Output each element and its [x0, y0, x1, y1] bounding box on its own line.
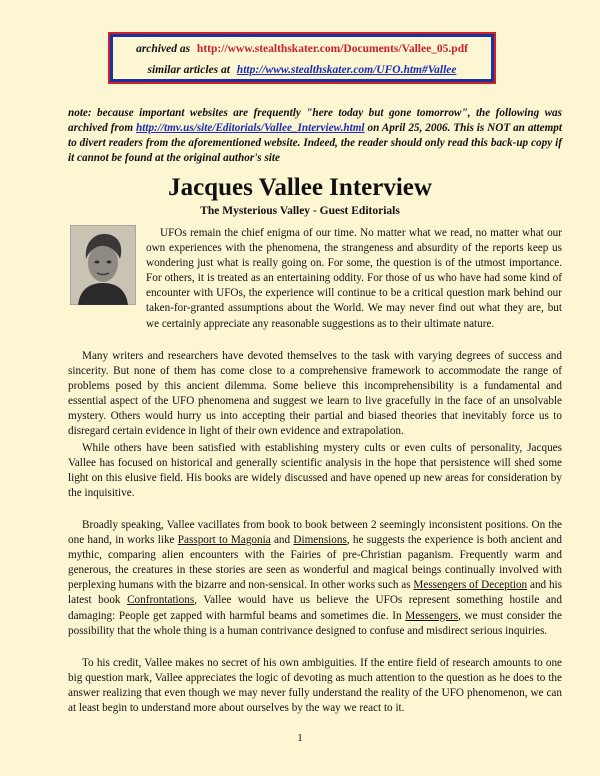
- archive-box: [110, 34, 494, 82]
- note-text-2: on April 25, 2006. This is NOT an attempt to divert readers from the aforementioned website. Indeed, the reader should only read this back-up copy if it cannot be found at the original author's site: [68, 122, 562, 164]
- book-passport-to-magonia: Passport to Magonia: [177, 534, 271, 547]
- similar-row: [113, 64, 491, 76]
- book-messengers: Messengers: [405, 609, 459, 622]
- archive-url-link[interactable]: http://www.stealthskater.com/Documents/Vallee_05.pdf: [196, 43, 468, 55]
- paragraph-5: To his credit, Vallee makes no secret of his own ambiguities. If the entire field of research amounts to one big question mark, Vallee appreciates the logic of devoting as much attention to the question as he does to the answer realizing that even though we may never fully understand the reality of the UFO phenomenon, we can at least begin to understand more about ourselves by the way we react to it.: [68, 657, 562, 715]
- book-dimensions: Dimensions: [293, 534, 347, 547]
- paragraph-1-text: UFOs remain the chief enigma of our time. No matter what we read, no matter what our own experiences with the phenomena, the strangeness and absurdity of the reports keep us wondering just what is really going on. For some, the question is of the utmost importance. For others, it is treated as an entertaining oddity. For those of us who have had some kind of encounter with UFOs, the experience will continue to be a critical question mark behind our taken-for-granted assumptions about the World. We may never find out what they are, but we certainly appreciate any reasonable suggestions as to their ultimate nature.: [146, 227, 562, 330]
- archive-note: [68, 106, 562, 166]
- archive-row: [113, 43, 491, 55]
- note-text-1: note: because important websites are frequently "here today but gone tomorrow", the following was archived from: [68, 107, 562, 134]
- page-subtitle: The Mysterious Valley - Guest Editorials: [200, 205, 400, 217]
- p4-text-a: Broadly speaking, Vallee vacillates from book to book between 2 seemingly inconsistent positions. On the one hand, in works like: [68, 519, 562, 547]
- similar-label: similar articles at: [147, 64, 230, 76]
- p4-text-c: and his latest book: [68, 579, 563, 607]
- page-number: 1: [297, 732, 303, 744]
- paragraph-2: Many writers and researchers have devoted themselves to the task with varying degrees of success and sincerity. But none of them has come close to a comprehensive framework to accommodate the range of problems posed by this ancient dilemma. Some believe this incomprehensibility is a fundamental and essential aspect of the UFO phenomena and suggest we learn to live gracefully in the face of an unsolvable mystery. Others would hurry us into accepting their partial and biased theories that inevitably force us to disregard certain evidence in light of their own evidence and extrapolation.: [68, 350, 562, 438]
- archive-label: archived as: [136, 43, 191, 55]
- p4-text-b: , he suggests the experience is both ancient and mythic, comparing alien encounters with the Fairies of pre-Christian paganism. Frequently warm and generous, the creatures in these stories are seen as wonderful and magical beings continually involved with perplexing humans with the bizarre and non-sensical. In other works such as: [68, 534, 563, 592]
- book-messengers-of-deception: Messengers of Deception: [413, 579, 528, 592]
- p4-text-d: , Vallee would have us believe the UFOs represent something hostile and damaging: People get zapped with harmful beams and sometimes die. In: [68, 594, 562, 622]
- p4-and: and: [273, 534, 291, 547]
- paragraph-1: [68, 226, 562, 332]
- book-confrontations: Confrontations: [127, 594, 195, 607]
- similar-url-link[interactable]: http://www.stealthskater.com/UFO.htm#Vallee: [236, 64, 457, 76]
- source-url-link[interactable]: http://tmv.us/site/Editorials/Vallee_Interview.html: [136, 122, 365, 134]
- paragraph-4: [68, 518, 562, 639]
- page-title: Jacques Vallee Interview: [168, 174, 432, 201]
- p4-text-e: , we must consider the possibility that the whole thing is a human contrivance designed to confuse and misdirect serious inquiries.: [68, 609, 562, 637]
- paragraph-3: While others have been satisfied with establishing mystery cults or even cults of personality, Jacques Vallee has focused on historical and generally scientific analysis in the hope that persistence will shed some light on this elusive field. His books are widely discussed and have opened up new areas for consideration by the inquisitive.: [68, 442, 562, 500]
